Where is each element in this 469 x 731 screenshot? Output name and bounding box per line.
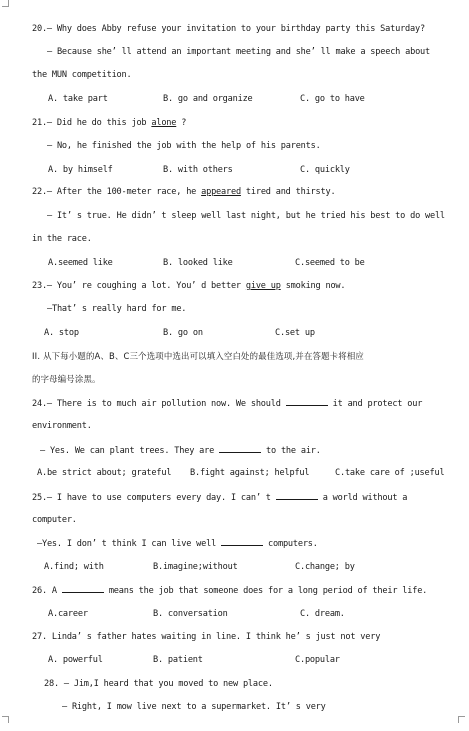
q28-question: 28. — Jim,I heard that you moved to new place. xyxy=(44,679,273,689)
q24-option-c: C.take care of ;useful xyxy=(335,468,445,478)
q24-blank-1 xyxy=(286,395,328,406)
q22-underlined-word: appeared xyxy=(201,187,241,197)
q25-option-a: A.find; with xyxy=(44,562,104,572)
q23-option-a: A. stop xyxy=(44,328,79,338)
q26-options xyxy=(0,606,469,628)
q24-option-b: B.fight against; helpful xyxy=(190,468,310,478)
q23-options xyxy=(0,325,469,347)
q24-answer: — Yes. We can plant trees. They are to the air. xyxy=(0,442,469,464)
q27-option-a: A. powerful xyxy=(48,655,103,665)
q20-option-b: B. go and organize xyxy=(163,94,253,104)
section-2-instructions-line2: 的字母编号涂黑。 xyxy=(32,374,101,384)
q25-blank-2 xyxy=(221,535,263,546)
crop-mark-top-left xyxy=(2,0,9,7)
q23-option-b: B. go on xyxy=(163,328,203,338)
q22-answer-line2: in the race. xyxy=(32,234,92,244)
q25-option-b: B.imagine;without xyxy=(153,562,238,572)
q22-answer-line1: — It’ s true. He didn’ t sleep well last night, but he tried his best to do well xyxy=(47,211,445,221)
q27-question: 27. Linda’ s father hates waiting in line. I think he’ s just not very xyxy=(32,632,381,642)
q24-options xyxy=(0,465,469,487)
q25-blank-1 xyxy=(276,489,318,500)
q23-question: 23.— You’ re coughing a lot. You’ d better give up smoking now. xyxy=(32,281,346,291)
q26-option-c: C. dream. xyxy=(300,609,345,619)
q26-option-b: B. conversation xyxy=(153,609,228,619)
q20-question: 20.— Why does Abby refuse your invitation to your birthday party this Saturday? xyxy=(32,24,425,34)
q22-question: 22.— After the 100-meter race, he appeared tired and thirsty. xyxy=(32,187,336,197)
q24-option-a: A.be strict about; grateful xyxy=(37,468,172,478)
q21-underlined-word: alone xyxy=(151,118,177,128)
q22-options xyxy=(0,255,469,277)
q21-options xyxy=(0,162,469,184)
q23-underlined-phrase: give up xyxy=(245,281,281,291)
q20-options xyxy=(0,91,469,113)
q22-option-b: B. looked like xyxy=(163,258,233,268)
q24-blank-2 xyxy=(219,442,261,453)
q21-option-a: A. by himself xyxy=(48,165,113,175)
section-2-instructions-line1: II. 从下每小题的A、B、C三个选项中选出可以填入空白处的最佳选项,并在答题卡将相应 xyxy=(32,351,364,361)
q22-option-c: C.seemed to be xyxy=(295,258,365,268)
q27-option-b: B. patient xyxy=(153,655,203,665)
q21-answer: — No, he finished the job with the help of his parents. xyxy=(47,141,321,151)
q20-option-c: C. go to have xyxy=(300,94,365,104)
q21-option-c: C. quickly xyxy=(300,165,350,175)
q20-answer-line1: — Because she’ ll attend an important meeting and she’ ll make a speech about xyxy=(47,47,430,57)
q20-answer-line2: the MUN competition. xyxy=(32,70,132,80)
q24-question: 24.— There is to much air pollution now. We should it and protect our xyxy=(0,395,469,417)
q25-question-line2: computer. xyxy=(32,515,77,525)
q25-answer: —Yes. I don’ t think I can live well computers. xyxy=(0,535,469,557)
q27-option-c: C.popular xyxy=(295,655,340,665)
q25-options xyxy=(0,559,469,581)
q26-option-a: A.career xyxy=(48,609,88,619)
q23-option-c: C.set up xyxy=(275,328,315,338)
q27-options xyxy=(0,652,469,674)
q20-option-a: A. take part xyxy=(48,94,108,104)
q25-option-c: C.change; by xyxy=(295,562,355,572)
q26-question: 26. A means the job that someone does for a long period of their life. xyxy=(0,582,469,604)
q21-option-b: B. with others xyxy=(163,165,233,175)
q28-answer: — Right, I mow live next to a supermarket. It’ s very xyxy=(62,702,326,712)
q25-question: 25.— I have to use computers every day. I can’ t a world without a xyxy=(0,489,469,511)
q22-option-a: A.seemed like xyxy=(48,258,113,268)
q23-answer: —That’ s really hard for me. xyxy=(47,304,187,314)
q26-blank xyxy=(62,582,104,593)
q21-question: 21.— Did he do this job alone ? xyxy=(32,118,187,128)
q24-question-line2: environment. xyxy=(32,421,92,431)
